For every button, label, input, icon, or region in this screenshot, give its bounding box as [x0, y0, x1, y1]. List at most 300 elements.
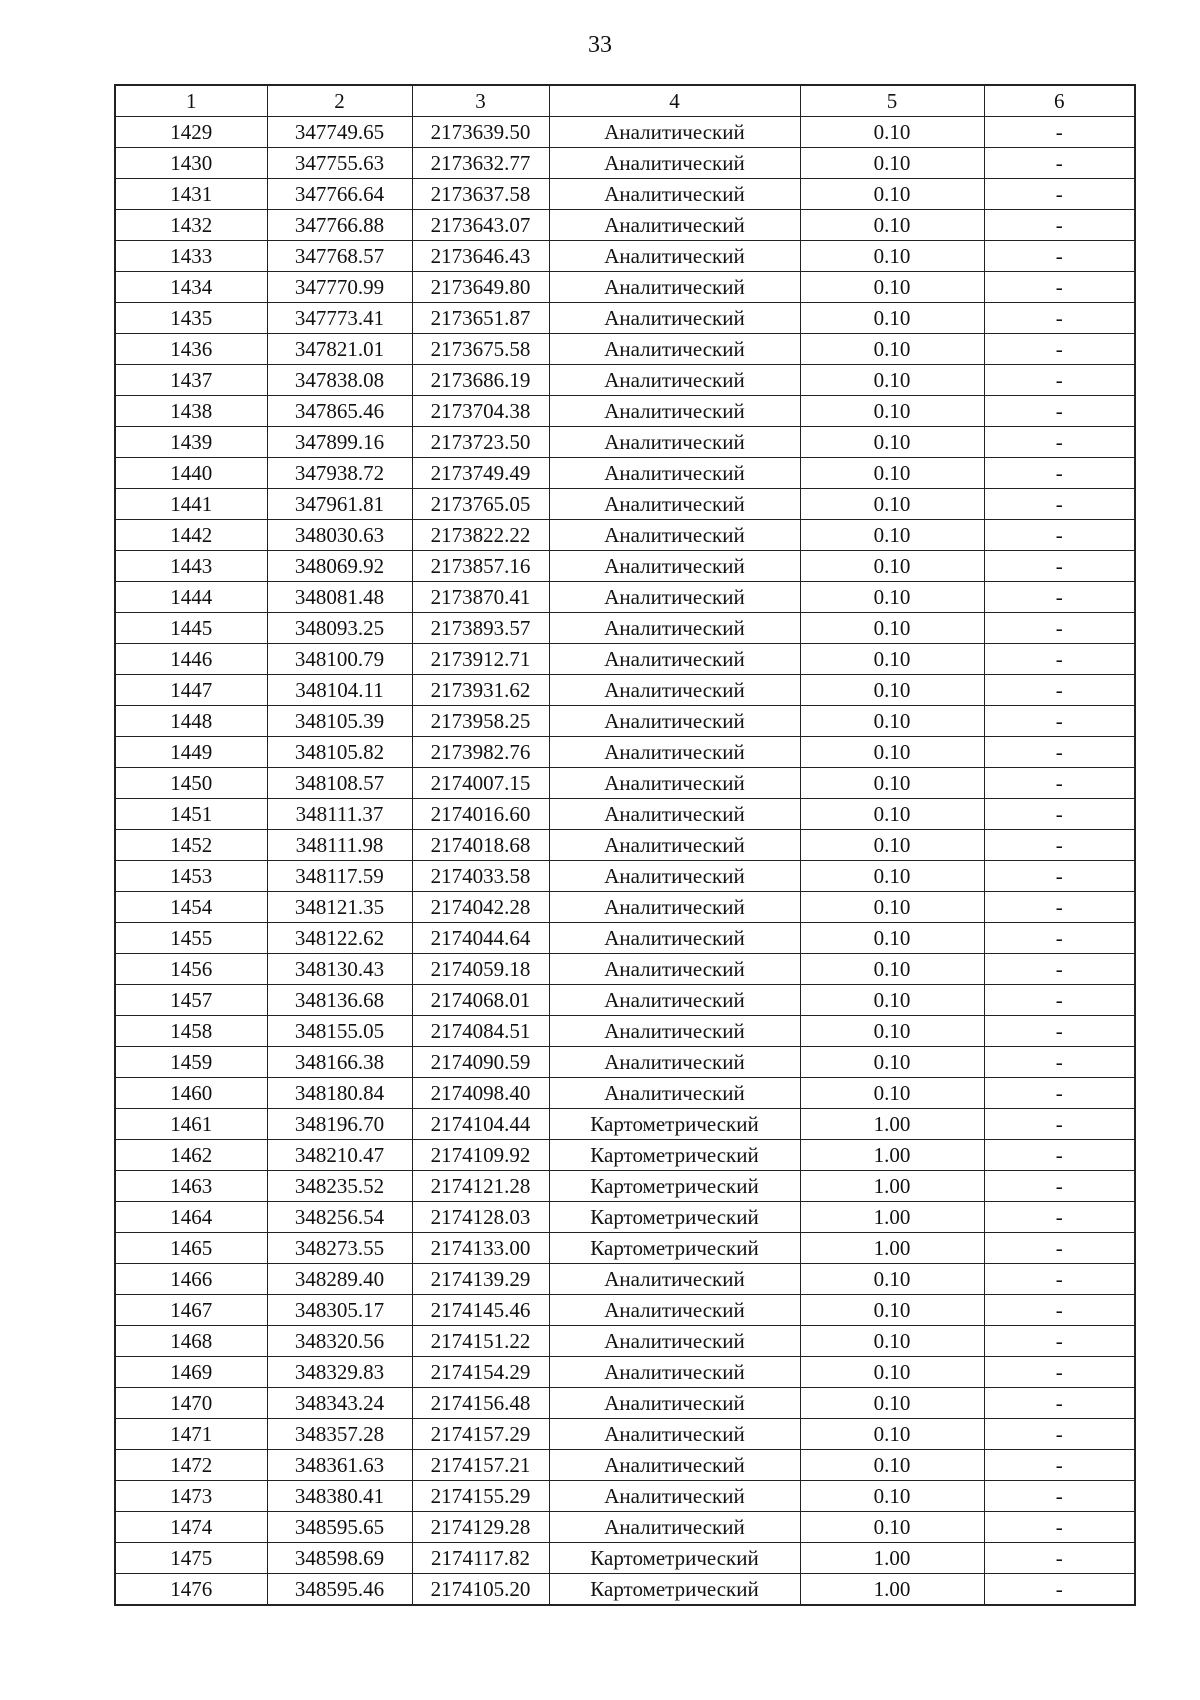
- method-cell: Аналитический: [549, 706, 800, 737]
- table-row: [115, 985, 1135, 1016]
- point-number-cell: 1437: [115, 365, 267, 396]
- header-col-6: 6: [984, 85, 1135, 117]
- point-number-cell: 1430: [115, 148, 267, 179]
- table-row: [115, 1047, 1135, 1078]
- header-col-3: 3: [412, 85, 549, 117]
- y-coordinate-cell: 2174084.51: [412, 1016, 549, 1047]
- point-number-cell: 1431: [115, 179, 267, 210]
- method-cell: Аналитический: [549, 644, 800, 675]
- accuracy-cell: 0.10: [800, 768, 984, 799]
- x-coordinate-cell: 348598.69: [267, 1543, 412, 1574]
- point-number-cell: 1473: [115, 1481, 267, 1512]
- point-number-cell: 1458: [115, 1016, 267, 1047]
- x-coordinate-cell: 348595.65: [267, 1512, 412, 1543]
- method-cell: Аналитический: [549, 396, 800, 427]
- point-number-cell: 1434: [115, 272, 267, 303]
- note-cell: -: [984, 1512, 1135, 1543]
- accuracy-cell: 0.10: [800, 551, 984, 582]
- x-coordinate-cell: 347770.99: [267, 272, 412, 303]
- y-coordinate-cell: 2173646.43: [412, 241, 549, 272]
- accuracy-cell: 0.10: [800, 1450, 984, 1481]
- table-row: [115, 1233, 1135, 1264]
- header-col-5: 5: [800, 85, 984, 117]
- x-coordinate-cell: 347838.08: [267, 365, 412, 396]
- table-row: [115, 396, 1135, 427]
- x-coordinate-cell: 348130.43: [267, 954, 412, 985]
- x-coordinate-cell: 348117.59: [267, 861, 412, 892]
- point-number-cell: 1456: [115, 954, 267, 985]
- accuracy-cell: 0.10: [800, 1326, 984, 1357]
- note-cell: -: [984, 1326, 1135, 1357]
- accuracy-cell: 1.00: [800, 1543, 984, 1574]
- accuracy-cell: 0.10: [800, 985, 984, 1016]
- accuracy-cell: 0.10: [800, 489, 984, 520]
- table-row: [115, 1481, 1135, 1512]
- x-coordinate-cell: 348235.52: [267, 1171, 412, 1202]
- table-row: [115, 1543, 1135, 1574]
- method-cell: Аналитический: [549, 737, 800, 768]
- accuracy-cell: 0.10: [800, 582, 984, 613]
- point-number-cell: 1429: [115, 117, 267, 148]
- table-row: [115, 923, 1135, 954]
- point-number-cell: 1461: [115, 1109, 267, 1140]
- note-cell: -: [984, 1574, 1135, 1606]
- note-cell: -: [984, 489, 1135, 520]
- y-coordinate-cell: 2173912.71: [412, 644, 549, 675]
- x-coordinate-cell: 348111.37: [267, 799, 412, 830]
- y-coordinate-cell: 2174151.22: [412, 1326, 549, 1357]
- x-coordinate-cell: 348108.57: [267, 768, 412, 799]
- method-cell: Аналитический: [549, 1295, 800, 1326]
- note-cell: -: [984, 1295, 1135, 1326]
- x-coordinate-cell: 348380.41: [267, 1481, 412, 1512]
- note-cell: -: [984, 830, 1135, 861]
- method-cell: Аналитический: [549, 892, 800, 923]
- point-number-cell: 1441: [115, 489, 267, 520]
- y-coordinate-cell: 2174117.82: [412, 1543, 549, 1574]
- accuracy-cell: 0.10: [800, 272, 984, 303]
- point-number-cell: 1448: [115, 706, 267, 737]
- method-cell: Аналитический: [549, 241, 800, 272]
- point-number-cell: 1471: [115, 1419, 267, 1450]
- method-cell: Аналитический: [549, 799, 800, 830]
- point-number-cell: 1446: [115, 644, 267, 675]
- note-cell: -: [984, 1233, 1135, 1264]
- accuracy-cell: 0.10: [800, 1264, 984, 1295]
- accuracy-cell: 0.10: [800, 923, 984, 954]
- y-coordinate-cell: 2173723.50: [412, 427, 549, 458]
- table-row: [115, 582, 1135, 613]
- note-cell: -: [984, 241, 1135, 272]
- note-cell: -: [984, 1202, 1135, 1233]
- table-row: [115, 799, 1135, 830]
- y-coordinate-cell: 2173632.77: [412, 148, 549, 179]
- table-row: [115, 1512, 1135, 1543]
- point-number-cell: 1465: [115, 1233, 267, 1264]
- y-coordinate-cell: 2174098.40: [412, 1078, 549, 1109]
- point-number-cell: 1475: [115, 1543, 267, 1574]
- method-cell: Аналитический: [549, 210, 800, 241]
- table-row: [115, 706, 1135, 737]
- table-row: [115, 1419, 1135, 1450]
- table-row: [115, 954, 1135, 985]
- note-cell: -: [984, 148, 1135, 179]
- method-cell: Аналитический: [549, 768, 800, 799]
- y-coordinate-cell: 2174090.59: [412, 1047, 549, 1078]
- accuracy-cell: 0.10: [800, 1481, 984, 1512]
- accuracy-cell: 0.10: [800, 1016, 984, 1047]
- method-cell: Картометрический: [549, 1233, 800, 1264]
- method-cell: Аналитический: [549, 179, 800, 210]
- x-coordinate-cell: 348329.83: [267, 1357, 412, 1388]
- x-coordinate-cell: 348105.39: [267, 706, 412, 737]
- note-cell: -: [984, 582, 1135, 613]
- y-coordinate-cell: 2174007.15: [412, 768, 549, 799]
- y-coordinate-cell: 2174042.28: [412, 892, 549, 923]
- y-coordinate-cell: 2173686.19: [412, 365, 549, 396]
- note-cell: -: [984, 520, 1135, 551]
- method-cell: Аналитический: [549, 613, 800, 644]
- table-row: [115, 1357, 1135, 1388]
- y-coordinate-cell: 2174018.68: [412, 830, 549, 861]
- method-cell: Картометрический: [549, 1171, 800, 1202]
- point-number-cell: 1438: [115, 396, 267, 427]
- method-cell: Аналитический: [549, 985, 800, 1016]
- note-cell: -: [984, 799, 1135, 830]
- accuracy-cell: 0.10: [800, 830, 984, 861]
- table-row: [115, 303, 1135, 334]
- point-number-cell: 1445: [115, 613, 267, 644]
- accuracy-cell: 0.10: [800, 954, 984, 985]
- method-cell: Аналитический: [549, 1512, 800, 1543]
- method-cell: Аналитический: [549, 551, 800, 582]
- point-number-cell: 1466: [115, 1264, 267, 1295]
- table-row: [115, 1326, 1135, 1357]
- accuracy-cell: 0.10: [800, 892, 984, 923]
- note-cell: -: [984, 861, 1135, 892]
- note-cell: -: [984, 210, 1135, 241]
- x-coordinate-cell: 347766.88: [267, 210, 412, 241]
- x-coordinate-cell: 348289.40: [267, 1264, 412, 1295]
- x-coordinate-cell: 347899.16: [267, 427, 412, 458]
- accuracy-cell: 0.10: [800, 1078, 984, 1109]
- method-cell: Аналитический: [549, 427, 800, 458]
- note-cell: -: [984, 1171, 1135, 1202]
- y-coordinate-cell: 2174157.21: [412, 1450, 549, 1481]
- note-cell: -: [984, 117, 1135, 148]
- table-row: [115, 613, 1135, 644]
- y-coordinate-cell: 2174059.18: [412, 954, 549, 985]
- method-cell: Картометрический: [549, 1109, 800, 1140]
- table-row: [115, 644, 1135, 675]
- point-number-cell: 1440: [115, 458, 267, 489]
- accuracy-cell: 0.10: [800, 861, 984, 892]
- y-coordinate-cell: 2173893.57: [412, 613, 549, 644]
- point-number-cell: 1442: [115, 520, 267, 551]
- accuracy-cell: 0.10: [800, 1047, 984, 1078]
- method-cell: Аналитический: [549, 1326, 800, 1357]
- method-cell: Аналитический: [549, 489, 800, 520]
- point-number-cell: 1464: [115, 1202, 267, 1233]
- table-row: [115, 551, 1135, 582]
- x-coordinate-cell: 348196.70: [267, 1109, 412, 1140]
- accuracy-cell: 0.10: [800, 210, 984, 241]
- y-coordinate-cell: 2174154.29: [412, 1357, 549, 1388]
- table-row: [115, 520, 1135, 551]
- point-number-cell: 1435: [115, 303, 267, 334]
- note-cell: -: [984, 1450, 1135, 1481]
- table-row: [115, 334, 1135, 365]
- y-coordinate-cell: 2174016.60: [412, 799, 549, 830]
- point-number-cell: 1449: [115, 737, 267, 768]
- y-coordinate-cell: 2174033.58: [412, 861, 549, 892]
- accuracy-cell: 0.10: [800, 458, 984, 489]
- x-coordinate-cell: 348100.79: [267, 644, 412, 675]
- method-cell: Аналитический: [549, 861, 800, 892]
- x-coordinate-cell: 347938.72: [267, 458, 412, 489]
- method-cell: Аналитический: [549, 923, 800, 954]
- table-row: [115, 1078, 1135, 1109]
- table-row: [115, 210, 1135, 241]
- point-number-cell: 1436: [115, 334, 267, 365]
- accuracy-cell: 0.10: [800, 1295, 984, 1326]
- y-coordinate-cell: 2174156.48: [412, 1388, 549, 1419]
- point-number-cell: 1447: [115, 675, 267, 706]
- table-row: [115, 1109, 1135, 1140]
- accuracy-cell: 0.10: [800, 1512, 984, 1543]
- y-coordinate-cell: 2173931.62: [412, 675, 549, 706]
- point-number-cell: 1463: [115, 1171, 267, 1202]
- method-cell: Аналитический: [549, 365, 800, 396]
- header-col-1: 1: [115, 85, 267, 117]
- x-coordinate-cell: 348256.54: [267, 1202, 412, 1233]
- accuracy-cell: 0.10: [800, 613, 984, 644]
- point-number-cell: 1460: [115, 1078, 267, 1109]
- note-cell: -: [984, 923, 1135, 954]
- method-cell: Аналитический: [549, 1016, 800, 1047]
- accuracy-cell: 0.10: [800, 427, 984, 458]
- y-coordinate-cell: 2174104.44: [412, 1109, 549, 1140]
- accuracy-cell: 0.10: [800, 675, 984, 706]
- x-coordinate-cell: 348343.24: [267, 1388, 412, 1419]
- point-number-cell: 1470: [115, 1388, 267, 1419]
- x-coordinate-cell: 347865.46: [267, 396, 412, 427]
- x-coordinate-cell: 347749.65: [267, 117, 412, 148]
- x-coordinate-cell: 348357.28: [267, 1419, 412, 1450]
- method-cell: Аналитический: [549, 1419, 800, 1450]
- note-cell: -: [984, 613, 1135, 644]
- point-number-cell: 1443: [115, 551, 267, 582]
- x-coordinate-cell: 348136.68: [267, 985, 412, 1016]
- note-cell: -: [984, 1078, 1135, 1109]
- accuracy-cell: 0.10: [800, 241, 984, 272]
- y-coordinate-cell: 2174044.64: [412, 923, 549, 954]
- table-row: [115, 489, 1135, 520]
- accuracy-cell: 0.10: [800, 334, 984, 365]
- y-coordinate-cell: 2173637.58: [412, 179, 549, 210]
- note-cell: -: [984, 985, 1135, 1016]
- method-cell: Аналитический: [549, 458, 800, 489]
- table-row: [115, 737, 1135, 768]
- x-coordinate-cell: 348030.63: [267, 520, 412, 551]
- note-cell: -: [984, 1543, 1135, 1574]
- y-coordinate-cell: 2173639.50: [412, 117, 549, 148]
- y-coordinate-cell: 2173649.80: [412, 272, 549, 303]
- method-cell: Картометрический: [549, 1202, 800, 1233]
- point-number-cell: 1467: [115, 1295, 267, 1326]
- y-coordinate-cell: 2173765.05: [412, 489, 549, 520]
- y-coordinate-cell: 2173958.25: [412, 706, 549, 737]
- method-cell: Аналитический: [549, 830, 800, 861]
- y-coordinate-cell: 2173651.87: [412, 303, 549, 334]
- x-coordinate-cell: 348180.84: [267, 1078, 412, 1109]
- y-coordinate-cell: 2174145.46: [412, 1295, 549, 1326]
- note-cell: -: [984, 1140, 1135, 1171]
- point-number-cell: 1454: [115, 892, 267, 923]
- table-row: [115, 365, 1135, 396]
- point-number-cell: 1451: [115, 799, 267, 830]
- y-coordinate-cell: 2173870.41: [412, 582, 549, 613]
- point-number-cell: 1455: [115, 923, 267, 954]
- point-number-cell: 1476: [115, 1574, 267, 1606]
- point-number-cell: 1444: [115, 582, 267, 613]
- point-number-cell: 1472: [115, 1450, 267, 1481]
- table-row: [115, 1264, 1135, 1295]
- note-cell: -: [984, 1047, 1135, 1078]
- x-coordinate-cell: 347766.64: [267, 179, 412, 210]
- x-coordinate-cell: 347961.81: [267, 489, 412, 520]
- accuracy-cell: 0.10: [800, 1388, 984, 1419]
- table-row: [115, 1295, 1135, 1326]
- y-coordinate-cell: 2173675.58: [412, 334, 549, 365]
- coordinates-table: [114, 84, 1136, 1606]
- point-number-cell: 1457: [115, 985, 267, 1016]
- point-number-cell: 1469: [115, 1357, 267, 1388]
- accuracy-cell: 0.10: [800, 1357, 984, 1388]
- table-header: [115, 85, 1135, 117]
- method-cell: Аналитический: [549, 1481, 800, 1512]
- point-number-cell: 1462: [115, 1140, 267, 1171]
- method-cell: Аналитический: [549, 1357, 800, 1388]
- x-coordinate-cell: 348122.62: [267, 923, 412, 954]
- x-coordinate-cell: 348104.11: [267, 675, 412, 706]
- accuracy-cell: 0.10: [800, 148, 984, 179]
- accuracy-cell: 1.00: [800, 1233, 984, 1264]
- method-cell: Аналитический: [549, 303, 800, 334]
- note-cell: -: [984, 892, 1135, 923]
- table-row: [115, 1016, 1135, 1047]
- note-cell: -: [984, 1388, 1135, 1419]
- note-cell: -: [984, 1357, 1135, 1388]
- point-number-cell: 1474: [115, 1512, 267, 1543]
- x-coordinate-cell: 347768.57: [267, 241, 412, 272]
- method-cell: Картометрический: [549, 1543, 800, 1574]
- method-cell: Аналитический: [549, 675, 800, 706]
- method-cell: Аналитический: [549, 954, 800, 985]
- accuracy-cell: 0.10: [800, 1419, 984, 1450]
- note-cell: -: [984, 1481, 1135, 1512]
- accuracy-cell: 1.00: [800, 1574, 984, 1606]
- table-row: [115, 1171, 1135, 1202]
- x-coordinate-cell: 348111.98: [267, 830, 412, 861]
- y-coordinate-cell: 2174121.28: [412, 1171, 549, 1202]
- table-row: [115, 179, 1135, 210]
- y-coordinate-cell: 2174109.92: [412, 1140, 549, 1171]
- method-cell: Аналитический: [549, 520, 800, 551]
- method-cell: Аналитический: [549, 1388, 800, 1419]
- note-cell: -: [984, 706, 1135, 737]
- x-coordinate-cell: 348210.47: [267, 1140, 412, 1171]
- table-row: [115, 241, 1135, 272]
- x-coordinate-cell: 348305.17: [267, 1295, 412, 1326]
- table-row: [115, 1388, 1135, 1419]
- y-coordinate-cell: 2173982.76: [412, 737, 549, 768]
- accuracy-cell: 0.10: [800, 644, 984, 675]
- x-coordinate-cell: 348273.55: [267, 1233, 412, 1264]
- note-cell: -: [984, 1016, 1135, 1047]
- method-cell: Аналитический: [549, 148, 800, 179]
- y-coordinate-cell: 2174105.20: [412, 1574, 549, 1606]
- x-coordinate-cell: 348595.46: [267, 1574, 412, 1606]
- note-cell: -: [984, 675, 1135, 706]
- x-coordinate-cell: 348121.35: [267, 892, 412, 923]
- x-coordinate-cell: 347755.63: [267, 148, 412, 179]
- x-coordinate-cell: 348320.56: [267, 1326, 412, 1357]
- x-coordinate-cell: 348081.48: [267, 582, 412, 613]
- table-row: [115, 830, 1135, 861]
- note-cell: -: [984, 1419, 1135, 1450]
- method-cell: Аналитический: [549, 582, 800, 613]
- point-number-cell: 1450: [115, 768, 267, 799]
- point-number-cell: 1452: [115, 830, 267, 861]
- accuracy-cell: 0.10: [800, 303, 984, 334]
- x-coordinate-cell: 347821.01: [267, 334, 412, 365]
- method-cell: Картометрический: [549, 1140, 800, 1171]
- table-row: [115, 272, 1135, 303]
- note-cell: -: [984, 303, 1135, 334]
- table-row: [115, 458, 1135, 489]
- y-coordinate-cell: 2174157.29: [412, 1419, 549, 1450]
- x-coordinate-cell: 347773.41: [267, 303, 412, 334]
- header-col-4: 4: [549, 85, 800, 117]
- note-cell: -: [984, 365, 1135, 396]
- point-number-cell: 1468: [115, 1326, 267, 1357]
- accuracy-cell: 0.10: [800, 520, 984, 551]
- note-cell: -: [984, 396, 1135, 427]
- table-row: [115, 427, 1135, 458]
- x-coordinate-cell: 348166.38: [267, 1047, 412, 1078]
- table-row: [115, 768, 1135, 799]
- table-row: [115, 1574, 1135, 1606]
- note-cell: -: [984, 1264, 1135, 1295]
- y-coordinate-cell: 2174139.29: [412, 1264, 549, 1295]
- accuracy-cell: 0.10: [800, 737, 984, 768]
- table-row: [115, 892, 1135, 923]
- note-cell: -: [984, 458, 1135, 489]
- point-number-cell: 1459: [115, 1047, 267, 1078]
- note-cell: -: [984, 179, 1135, 210]
- method-cell: Картометрический: [549, 1574, 800, 1606]
- accuracy-cell: 0.10: [800, 396, 984, 427]
- x-coordinate-cell: 348069.92: [267, 551, 412, 582]
- method-cell: Аналитический: [549, 1047, 800, 1078]
- point-number-cell: 1439: [115, 427, 267, 458]
- table-row: [115, 675, 1135, 706]
- point-number-cell: 1432: [115, 210, 267, 241]
- table-row: [115, 117, 1135, 148]
- method-cell: Аналитический: [549, 117, 800, 148]
- method-cell: Аналитический: [549, 1078, 800, 1109]
